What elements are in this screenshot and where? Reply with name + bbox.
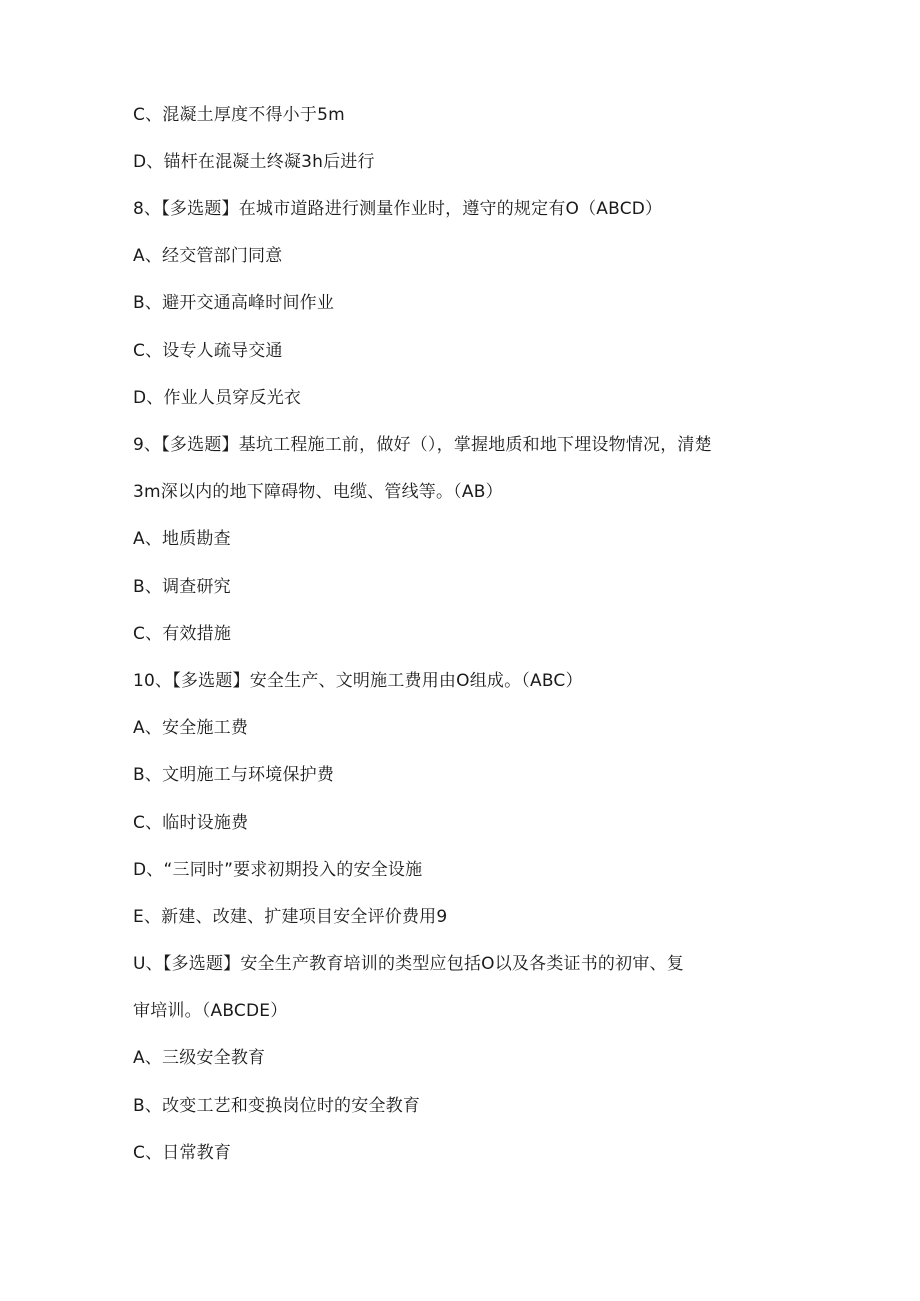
option-line: E、新建、改建、扩建项目安全评价费用9 xyxy=(133,907,448,927)
option-line: C、设专人疏导交通 xyxy=(133,341,283,361)
option-line: A、地质勘查 xyxy=(133,529,231,549)
option-line: D、“三同时”要求初期投入的安全设施 xyxy=(133,860,423,880)
question-line: 10、【多选题】安全生产、文明施工费用由O组成。（ABC） xyxy=(133,671,583,691)
option-line: A、经交管部门同意 xyxy=(133,246,283,266)
option-line: B、避开交通高峰时间作业 xyxy=(133,293,335,313)
option-line: B、调查研究 xyxy=(133,577,231,597)
option-line: B、文明施工与环境保护费 xyxy=(133,765,335,785)
question-line-continued: 3m深以内的地下障碍物、电缆、管线等。（AB） xyxy=(133,482,503,502)
option-line: C、有效措施 xyxy=(133,624,232,644)
question-line: 9、【多选题】基坑工程施工前，做好（），掌握地质和地下埋设物情况，清楚 xyxy=(133,435,712,455)
question-line-continued: 审培训。（ABCDE） xyxy=(133,1001,288,1021)
option-line: C、临时设施费 xyxy=(133,813,249,833)
question-line: 8、【多选题】在城市道路进行测量作业时，遵守的规定有O（ABCD） xyxy=(133,199,663,219)
option-line: B、改变工艺和变换岗位时的安全教育 xyxy=(133,1096,421,1116)
option-line: C、混凝土厚度不得小于5m xyxy=(133,105,345,125)
question-line: U、【多选题】安全生产教育培训的类型应包括O以及各类证书的初审、复 xyxy=(133,954,684,974)
option-line: D、锚杆在混凝土终凝3h后进行 xyxy=(133,152,375,172)
option-line: D、作业人员穿反光衣 xyxy=(133,388,302,408)
option-line: C、日常教育 xyxy=(133,1143,232,1163)
option-line: A、安全施工费 xyxy=(133,718,249,738)
option-line: A、三级安全教育 xyxy=(133,1048,266,1068)
